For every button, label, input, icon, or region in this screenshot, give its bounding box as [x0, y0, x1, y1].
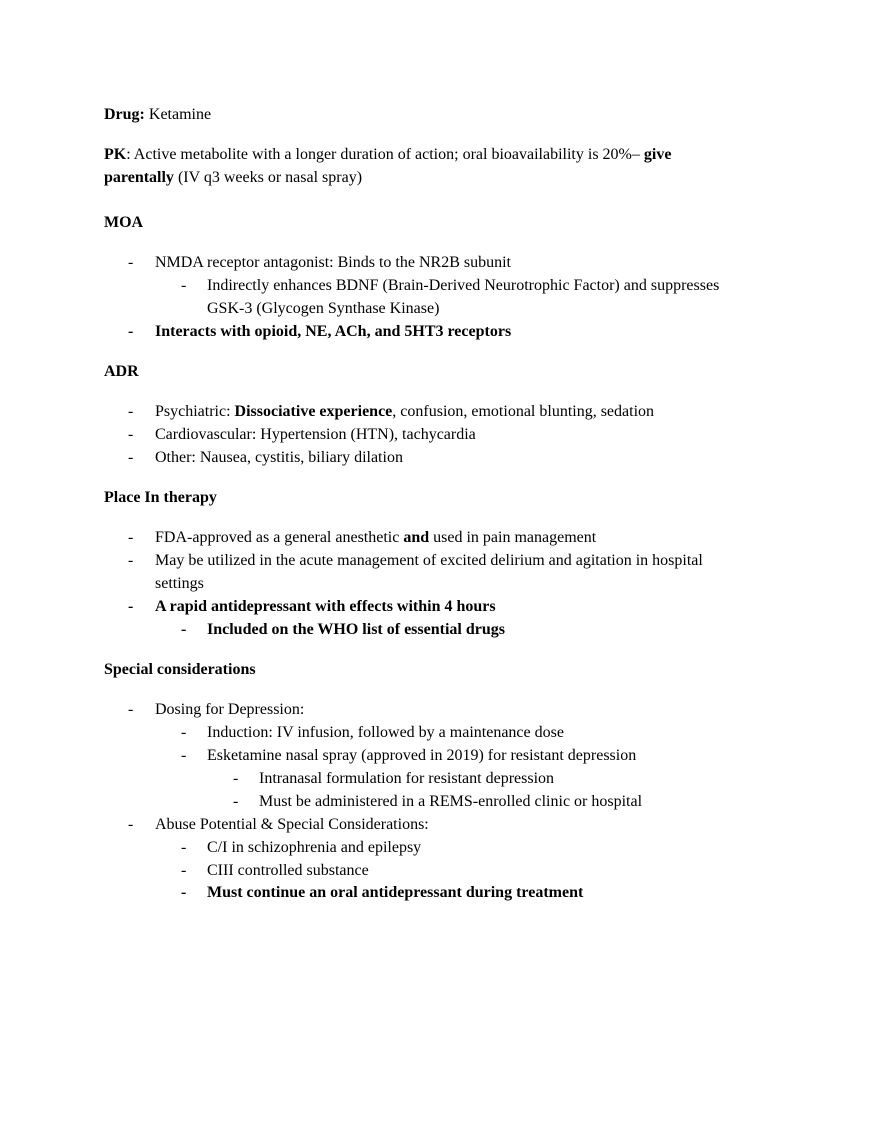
bullet-bold: -: [128, 323, 134, 340]
bullet: [128, 596, 133, 618]
moa-item-2: [155, 321, 511, 343]
special-dosing-sub-1: Induction: IV infusion, followed by a maintenance dose: [207, 724, 564, 741]
pk-bold-parentally: parentally: [104, 169, 174, 186]
moa-heading-text: MOA: [104, 214, 144, 231]
bullet: [128, 321, 133, 343]
therapy-item-1-bold: and: [403, 529, 430, 546]
bullet: -: [181, 277, 187, 294]
therapy-item-3-text: A rapid antidepressant with effects within 4 hours: [155, 598, 496, 615]
bullet: -: [233, 770, 239, 787]
special-abuse: Abuse Potential & Special Considerations:: [155, 816, 429, 833]
therapy-item-2: May be utilized in the acute management of excited delirium and agitation in hospital: [155, 552, 703, 569]
therapy-item-1-pre: FDA-approved as a general anesthetic: [155, 529, 404, 546]
special-abuse-sub-3: [207, 882, 583, 904]
special-heading: [104, 659, 256, 681]
moa-heading: [104, 212, 143, 234]
adr-item-2: Cardiovascular: Hypertension (HTN), tachycardia: [155, 426, 476, 443]
therapy-item-3-sub-1-text: Included on the WHO list of essential drugs: [207, 621, 505, 638]
bullet: -: [181, 862, 187, 879]
pk-line-2: [104, 167, 362, 189]
bullet: [181, 619, 186, 641]
special-dosing-sub-2-b: Must be administered in a REMS-enrolled clinic or hospital: [259, 793, 643, 810]
bullet: -: [181, 747, 187, 764]
pk-text: : Active metabolite with a longer duration of action; oral bioavailability is 20%–: [126, 146, 644, 163]
bullet: -: [233, 793, 239, 810]
therapy-heading-text: Place In therapy: [104, 489, 217, 506]
moa-item-2-text: Interacts with opioid, NE, ACh, and 5HT3 receptors: [155, 323, 512, 340]
pk-label: PK: [104, 146, 127, 163]
drug-label: Drug:: [104, 106, 145, 123]
pk-bold-give: give: [643, 146, 672, 163]
therapy-item-3: [155, 596, 496, 618]
adr-heading: [104, 361, 139, 383]
bullet: -: [128, 529, 134, 546]
therapy-item-1: [155, 527, 596, 549]
bullet: -: [128, 426, 134, 443]
bullet-bold: -: [181, 621, 187, 638]
therapy-item-2-cont: settings: [155, 575, 204, 592]
drug-line: [104, 104, 211, 126]
pk-text-2: (IV q3 weeks or nasal spray): [173, 169, 363, 186]
bullet: [181, 882, 186, 904]
special-abuse-sub-2: CIII controlled substance: [207, 862, 369, 879]
bullet: -: [128, 254, 134, 271]
bullet: -: [128, 552, 134, 569]
pk-line-1: [104, 144, 671, 166]
adr-item-1-post: , confusion, emotional blunting, sedation: [392, 403, 655, 420]
special-dosing-sub-2-a: Intranasal formulation for resistant depression: [259, 770, 555, 787]
bullet: -: [181, 724, 187, 741]
bullet-bold: -: [128, 598, 134, 615]
bullet-bold: -: [181, 884, 187, 901]
adr-item-1-bold: Dissociative experience: [234, 403, 393, 420]
special-abuse-sub-3-text: Must continue an oral antidepressant during treatment: [207, 884, 584, 901]
adr-heading-text: ADR: [104, 363, 139, 380]
special-dosing: Dosing for Depression:: [155, 701, 305, 718]
adr-item-1-pre: Psychiatric:: [155, 403, 235, 420]
special-dosing-sub-2: Esketamine nasal spray (approved in 2019) for resistant depression: [207, 747, 637, 764]
bullet: -: [128, 701, 134, 718]
moa-item-1: NMDA receptor antagonist: Binds to the NR2B subunit: [155, 254, 511, 271]
bullet: -: [128, 449, 134, 466]
moa-item-1-sub-1-cont: GSK-3 (Glycogen Synthase Kinase): [207, 300, 440, 317]
bullet: -: [128, 816, 134, 833]
bullet: -: [128, 403, 134, 420]
drug-name: Ketamine: [148, 106, 212, 123]
special-abuse-sub-1: C/I in schizophrenia and epilepsy: [207, 839, 422, 856]
therapy-item-1-post: used in pain management: [429, 529, 597, 546]
therapy-item-3-sub-1: [207, 619, 505, 641]
bullet: -: [181, 839, 187, 856]
adr-item-1: [155, 401, 654, 423]
moa-item-1-sub-1: Indirectly enhances BDNF (Brain-Derived Neurotrophic Factor) and suppresses: [207, 277, 720, 294]
adr-item-3: Other: Nausea, cystitis, biliary dilation: [155, 449, 403, 466]
special-heading-text: Special considerations: [104, 661, 256, 678]
therapy-heading: [104, 487, 217, 509]
